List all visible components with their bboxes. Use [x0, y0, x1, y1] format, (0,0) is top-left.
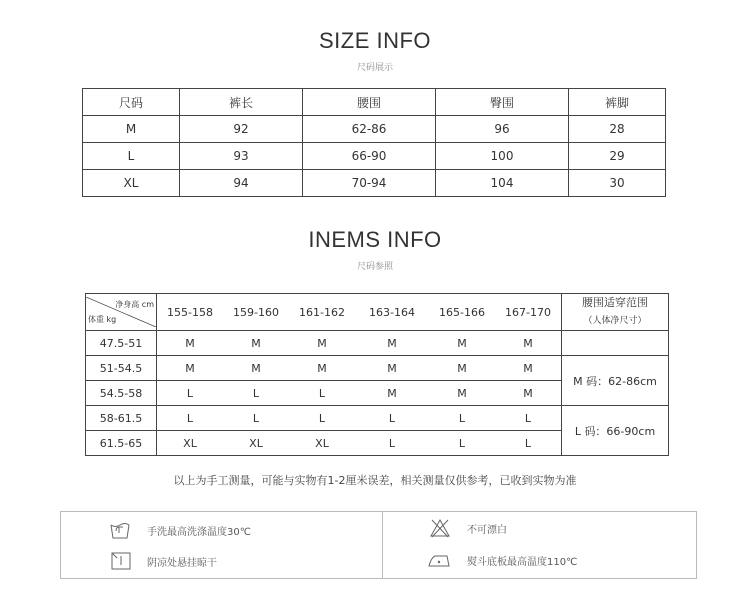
- cell: M: [157, 331, 224, 356]
- cell: L: [223, 406, 289, 431]
- cell: XL: [83, 170, 180, 197]
- size-table: [82, 88, 666, 197]
- cell: M: [495, 356, 562, 381]
- cell: L: [83, 143, 180, 170]
- header-waist: 腰围: [303, 89, 436, 116]
- weight-axis-label: 体重 kg: [88, 315, 117, 324]
- size-info-subtitle: 尺码展示: [356, 63, 393, 73]
- height-col: 165-166: [429, 294, 495, 331]
- cell: XL: [289, 431, 355, 456]
- height-col: 167-170: [495, 294, 562, 331]
- cell: M: [429, 331, 495, 356]
- cell: 104: [436, 170, 569, 197]
- height-axis-label: 净身高 cm: [115, 300, 154, 309]
- cell: 66-90: [303, 143, 436, 170]
- table-row: [86, 356, 669, 381]
- header-size: 尺码: [83, 89, 180, 116]
- cell: M: [355, 356, 429, 381]
- weight-cell: 47.5-51: [86, 331, 157, 356]
- size-reference-table: [85, 293, 669, 456]
- cell: L: [157, 406, 224, 431]
- care-label: 阴凉处悬挂晾干: [147, 557, 217, 569]
- height-col: 159-160: [223, 294, 289, 331]
- cell: M: [355, 331, 429, 356]
- cell: 28: [569, 116, 666, 143]
- waist-range-m: M 码：62-86cm: [562, 356, 669, 406]
- table-row: [83, 116, 666, 143]
- cell: M: [429, 381, 495, 406]
- cell: 62-86: [303, 116, 436, 143]
- cell: L: [355, 431, 429, 456]
- hand-wash-icon: [109, 520, 131, 540]
- care-label: 手洗最高洗涤温度30℃: [147, 526, 251, 538]
- cell: M: [289, 331, 355, 356]
- line-dry-shade-icon: [111, 552, 131, 570]
- cell: M: [429, 356, 495, 381]
- cell: 70-94: [303, 170, 436, 197]
- corner-cell: [86, 294, 157, 331]
- waist-range-header: [562, 294, 669, 331]
- cell: 29: [569, 143, 666, 170]
- cell: M: [495, 331, 562, 356]
- cell: M: [223, 356, 289, 381]
- height-col: 161-162: [289, 294, 355, 331]
- cell: L: [223, 381, 289, 406]
- waist-range-blank: [562, 331, 669, 356]
- header-length: 裤长: [180, 89, 303, 116]
- table-row: [86, 331, 669, 356]
- care-item-line-dry: [111, 552, 217, 570]
- weight-cell: 54.5-58: [86, 381, 157, 406]
- cell: L: [429, 406, 495, 431]
- cell: 30: [569, 170, 666, 197]
- cell: M: [157, 356, 224, 381]
- cell: L: [355, 406, 429, 431]
- table-row: [83, 170, 666, 197]
- cell: 93: [180, 143, 303, 170]
- care-instructions-panel: [60, 511, 697, 579]
- header-hip: 臀围: [436, 89, 569, 116]
- divider: [382, 512, 383, 578]
- size-table-header: [83, 89, 666, 116]
- size-info-title: SIZE INFO: [318, 28, 432, 53]
- cell: XL: [157, 431, 224, 456]
- cell: L: [289, 406, 355, 431]
- cell: L: [495, 406, 562, 431]
- inems-info-title: INEMS INFO: [308, 227, 442, 252]
- cell: L: [495, 431, 562, 456]
- care-item-no-bleach: [429, 518, 507, 538]
- waist-range-title: 腰围适穿范围: [582, 296, 648, 309]
- measurement-note: 以上为手工测量，可能与实物有1-2厘米误差，相关测量仅供参考，已收到实物为准: [173, 474, 577, 487]
- table-row: [83, 143, 666, 170]
- cell: 96: [436, 116, 569, 143]
- cell: 100: [436, 143, 569, 170]
- care-item-hand-wash: [109, 520, 251, 540]
- cell: M: [223, 331, 289, 356]
- table-row: [86, 406, 669, 431]
- care-label: 熨斗底板最高温度110℃: [467, 556, 578, 568]
- waist-range-subtitle: （人体净尺寸）: [583, 316, 647, 326]
- height-col: 163-164: [355, 294, 429, 331]
- weight-cell: 51-54.5: [86, 356, 157, 381]
- height-col: 155-158: [157, 294, 224, 331]
- iron-110-icon: [427, 552, 451, 568]
- care-item-iron: [427, 552, 577, 568]
- weight-cell: 61.5-65: [86, 431, 157, 456]
- cell: XL: [223, 431, 289, 456]
- cell: L: [429, 431, 495, 456]
- cell: M: [289, 356, 355, 381]
- cell: L: [289, 381, 355, 406]
- cell: 94: [180, 170, 303, 197]
- cell: 92: [180, 116, 303, 143]
- care-label: 不可漂白: [467, 524, 507, 536]
- inems-info-subtitle: 尺码参照: [356, 262, 393, 272]
- cell: M: [495, 381, 562, 406]
- cell: L: [157, 381, 224, 406]
- cell: M: [83, 116, 180, 143]
- waist-range-l: L 码：66-90cm: [562, 406, 669, 456]
- reference-header-row: [86, 294, 669, 331]
- no-bleach-icon: [429, 518, 451, 538]
- cell: M: [355, 381, 429, 406]
- header-hem: 裤脚: [569, 89, 666, 116]
- weight-cell: 58-61.5: [86, 406, 157, 431]
